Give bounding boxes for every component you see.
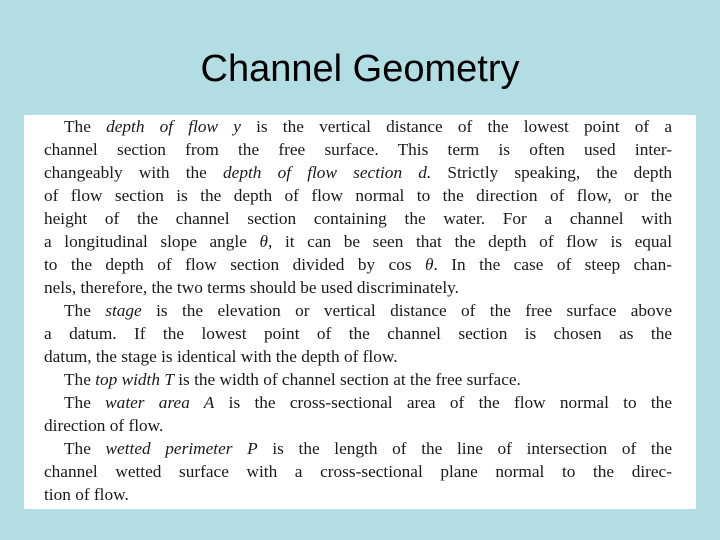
slide-title: Channel Geometry: [200, 48, 520, 90]
excerpt-line: [64, 299, 672, 322]
italic-term: top width T: [95, 370, 174, 389]
text-run: , it can be seen that the depth of flow is equal: [268, 232, 673, 251]
excerpt-line: [44, 483, 672, 506]
excerpt-line: [44, 138, 672, 161]
excerpt-line: [44, 414, 672, 437]
text-run: nels, therefore, the two terms should be used discriminately.: [44, 278, 459, 297]
italic-term: depth of flow y: [106, 117, 241, 136]
text-run: . In the case of steep chan-: [433, 255, 672, 274]
text-run: direction of flow.: [44, 416, 164, 435]
excerpt-line: [64, 115, 672, 138]
italic-term: water area A: [105, 393, 215, 412]
text-run: of flow section is the depth of flow normal to the direction of flow, or the: [44, 186, 672, 205]
text-run: The: [64, 301, 106, 320]
excerpt-line: [44, 345, 672, 368]
text-run: is the elevation or vertical distance of the free surface above: [141, 301, 672, 320]
text-run: The: [64, 117, 107, 136]
text-run: height of the channel section containing the water. For a channel with: [44, 209, 672, 228]
italic-term: θ: [259, 232, 269, 251]
text-run: a datum. If the lowest point of the channel section is chosen as the: [44, 324, 672, 343]
italic-term: wetted perimeter P: [105, 439, 258, 458]
excerpt-line: [44, 161, 672, 184]
text-run: is the length of the line of intersection of the: [257, 439, 673, 458]
excerpt-line: [64, 437, 672, 460]
text-run: The: [64, 393, 106, 412]
italic-term: θ: [425, 255, 434, 274]
text-run: is the width of channel section at the free surface.: [173, 370, 521, 389]
excerpt-line: [44, 460, 672, 483]
excerpt-line: [44, 253, 672, 276]
textbook-excerpt: [24, 115, 696, 509]
text-run: The: [64, 439, 106, 458]
text-run: changeably with the: [44, 163, 224, 182]
text-run: tion of flow.: [44, 485, 129, 504]
excerpt-line: [64, 368, 672, 391]
text-run: to the depth of flow section divided by cos: [44, 255, 426, 274]
text-run: Strictly speaking, the depth: [431, 163, 673, 182]
text-run: a longitudinal slope angle: [44, 232, 260, 251]
italic-term: stage: [105, 301, 142, 320]
text-run: channel wetted surface with a cross-sectional plane normal to the direc-: [44, 462, 672, 481]
excerpt-line: [44, 184, 672, 207]
excerpt-line: [44, 276, 672, 299]
excerpt-line: [44, 230, 672, 253]
excerpt-line: [44, 207, 672, 230]
excerpt-line: [64, 391, 672, 414]
text-run: datum, the stage is identical with the depth of flow.: [44, 347, 398, 366]
excerpt-line: [44, 322, 672, 345]
text-run: The: [64, 370, 96, 389]
text-run: is the cross-sectional area of the flow normal to the: [214, 393, 672, 412]
text-run: channel section from the free surface. This term is often used inter-: [44, 140, 672, 159]
italic-term: depth of flow section d.: [223, 163, 432, 182]
text-run: is the vertical distance of the lowest point of a: [240, 117, 672, 136]
